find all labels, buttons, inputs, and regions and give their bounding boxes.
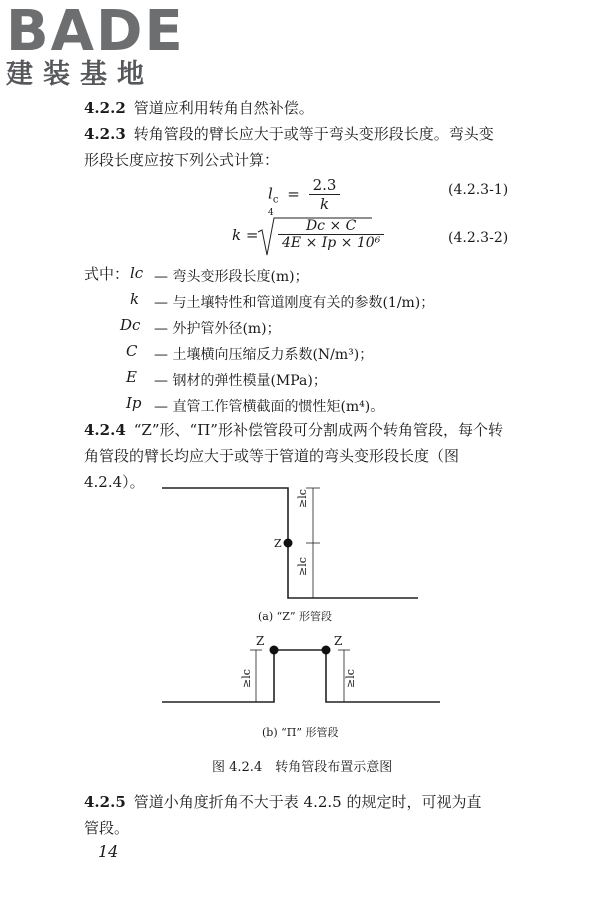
- where-desc-dc: — 外护管外径(m)；: [154, 321, 281, 337]
- fig-a-caption: (a) “Z” 形管段: [258, 610, 333, 623]
- clause-number: 4.2.2: [84, 99, 126, 117]
- where-symbol-e: E: [126, 368, 137, 386]
- logo-subtitle: 建装基地: [6, 59, 154, 90]
- clause-text-line1: 管道小角度折角不大于表 4.2.5 的规定时，可视为直: [133, 793, 482, 811]
- equation-number-1: (4.2.3-1): [448, 182, 509, 198]
- pi-pipe: [162, 650, 440, 702]
- formula-lhs: k =: [232, 226, 259, 244]
- clause-4-2-3-line2: 形段长度应按下列公式计算：: [84, 151, 280, 169]
- fraction-numerator: 2.3: [309, 176, 341, 195]
- pi-dimension-lines: [250, 650, 350, 702]
- pi-dim-label-left: ≥lc: [240, 669, 253, 688]
- where-desc-c: — 土壤横向压缩反力系数(N/m³)；: [154, 347, 374, 363]
- where-symbol-dc: Dc: [120, 316, 141, 334]
- clause-number: 4.2.5: [84, 793, 126, 811]
- clause-number: 4.2.4: [84, 421, 126, 439]
- where-symbol-c: C: [126, 342, 138, 360]
- clause-number: 4.2.3: [84, 125, 126, 143]
- where-desc-e: — 钢材的弹性模量(MPa)；: [154, 373, 327, 389]
- logo-title: BADE: [6, 0, 185, 64]
- pi-point-label-left: Z: [256, 634, 265, 648]
- formula-eq: =: [287, 184, 300, 203]
- equation-number-2: (4.2.3-2): [448, 230, 509, 246]
- where-desc-ip: — 直管工作管横截面的惯性矩(m⁴)。: [154, 399, 385, 415]
- radical-index: 4: [268, 208, 274, 218]
- radicand-denominator: 4E × Ip × 10⁶: [282, 235, 381, 251]
- clause-text-line1: 转角管段的臂长应大于或等于弯头变形段长度。弯头变: [133, 125, 494, 143]
- where-intro: 式中：: [84, 265, 130, 283]
- clause-4-2-4-line3: 4.2.4）。: [84, 473, 145, 491]
- clause-4-2-5: [84, 792, 481, 812]
- formula-lhs-sub: c: [272, 194, 279, 206]
- pi-point-marker-right: [322, 646, 331, 655]
- where-symbol-ip: Ip: [126, 394, 142, 412]
- pi-dim-label-right: ≥lc: [344, 669, 357, 688]
- where-desc-lc: — 弯头变形段长度(m)；: [154, 269, 309, 285]
- page-number: 14: [98, 842, 119, 861]
- fig-b-caption: (b) “Π” 形管段: [262, 726, 339, 739]
- pi-point-label-right: Z: [334, 634, 343, 648]
- where-symbol-k: k: [130, 290, 140, 308]
- z-dim-label-lower: ≥lc: [296, 557, 309, 576]
- figure-title: 图 4.2.4 转角管段布置示意图: [212, 760, 393, 775]
- z-point-label: Z: [274, 537, 282, 550]
- pi-point-marker-left: [270, 646, 279, 655]
- clause-4-2-4-line2: 角管段的臂长均应大于或等于管道的弯头变形段长度（图: [84, 447, 460, 465]
- where-desc-k: — 与土壤特性和管道刚度有关的参数(1/m)；: [154, 295, 435, 311]
- formula-lhs: l: [268, 184, 273, 203]
- z-point-marker: [284, 539, 293, 548]
- fraction-denominator: k: [319, 195, 330, 213]
- clause-text-line1: “Z”形、“Π”形补偿管段可分割成两个转角管段，每个转: [133, 421, 503, 439]
- where-symbol-lc: lc: [130, 264, 144, 282]
- z-dim-label-upper: ≥lc: [296, 489, 309, 508]
- radicand-numerator: Dc × C: [278, 218, 384, 235]
- clause-text: 管道应利用转角自然补偿。: [133, 99, 314, 117]
- clause-4-2-5-line2: 管段。: [84, 819, 130, 837]
